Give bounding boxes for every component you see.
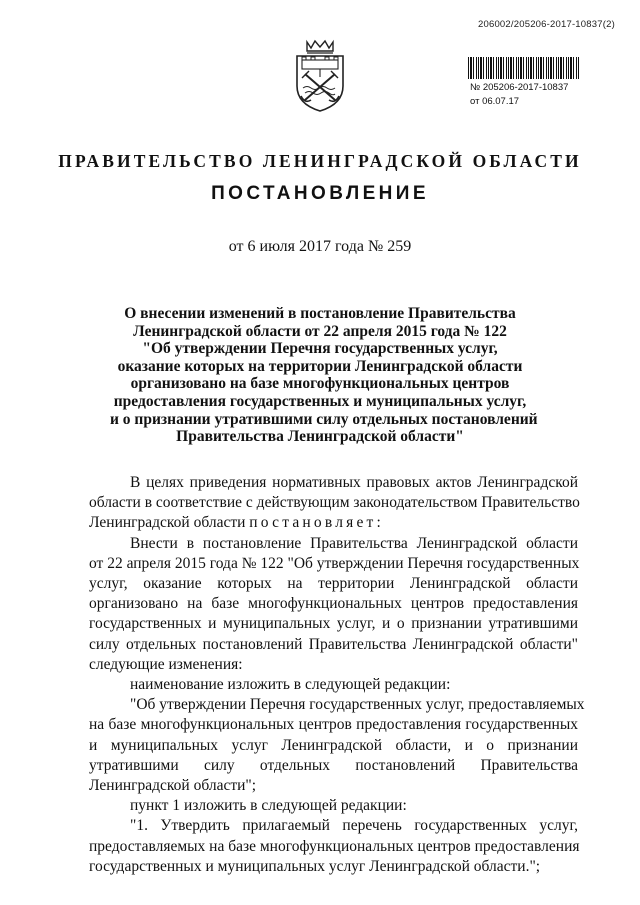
organization-title: ПРАВИТЕЛЬСТВО ЛЕНИНГРАДСКОЙ ОБЛАСТИ	[58, 151, 582, 171]
body-line: предоставляемых на базе многофункциональных центров предоставления	[89, 837, 580, 855]
subject-line: предоставления государственных и муниципальных услуг,	[113, 392, 527, 410]
subject-line: Правительства Ленинградской области"	[176, 428, 464, 446]
subject-line: организовано на базе многофункциональных центров	[130, 375, 510, 393]
barcode	[468, 57, 580, 79]
body-line: В целях приведения нормативных правовых актов Ленинградской	[130, 474, 578, 491]
body-line: на базе многофункциональных центров предоставления государственных	[89, 716, 578, 734]
document-subject	[110, 305, 538, 446]
subject-line: Ленинградской области от 22 апреля 2015 года № 122	[133, 322, 507, 340]
document-body	[89, 473, 585, 877]
document-date: от 6 июля 2017 года № 259	[228, 238, 412, 255]
subject-line: и о признании утратившими силу отдельных постановлений	[110, 410, 538, 428]
body-line: государственных и муниципальных услуг Ленинградской области.";	[89, 857, 541, 875]
body-line: пункт 1 изложить в следующей редакции:	[130, 797, 407, 815]
body-line: следующие изменения:	[89, 655, 243, 673]
body-line: утратившими силу отдельных постановлений Правительства	[89, 756, 578, 774]
body-line: Ленинградской области";	[89, 777, 257, 795]
body-line: и муниципальных услуг Ленинградской области, и о признании	[89, 736, 578, 754]
body-line: от 22 апреля 2015 года № 122 "Об утверждении Перечня государственных	[89, 554, 580, 572]
body-line: организовано на базе многофункциональных центров предоставления	[89, 595, 578, 613]
decree-word: постановляет:	[249, 514, 385, 532]
body-line: услуг, оказание которых на территории Ленинградской области	[89, 575, 578, 593]
registration-number: № 205206-2017-10837	[470, 82, 569, 93]
body-line: "1. Утвердить прилагаемый перечень государственных услуг,	[130, 817, 578, 835]
body-line: "Об утверждении Перечня государственных услуг, предоставляемых	[130, 696, 585, 714]
subject-line: "Об утверждении Перечня государственных услуг,	[142, 340, 498, 358]
registration-date: от 06.07.17	[470, 96, 520, 107]
body-line: силу отдельных постановлений Правительства Ленинградской области"	[89, 635, 578, 653]
body-line: наименование изложить в следующей редакции:	[130, 676, 451, 694]
subject-line: О внесении изменений в постановление Правительства	[124, 305, 516, 322]
coat-of-arms-icon	[289, 38, 351, 114]
body-line	[89, 513, 578, 533]
document-type: ПОСТАНОВЛЕНИЕ	[211, 183, 429, 204]
scan-id: 206002/205206-2017-10837(2)	[478, 19, 615, 30]
body-line: области в соответствие с действующим законодательством Правительство	[89, 494, 580, 512]
body-text: Ленинградской области	[89, 514, 246, 532]
body-line: государственных и муниципальных услуг, и о признании утратившими	[89, 615, 578, 633]
subject-line: оказание которых на территории Ленинградской области	[117, 357, 523, 375]
body-line: Внести в постановление Правительства Ленинградской области	[130, 534, 578, 552]
